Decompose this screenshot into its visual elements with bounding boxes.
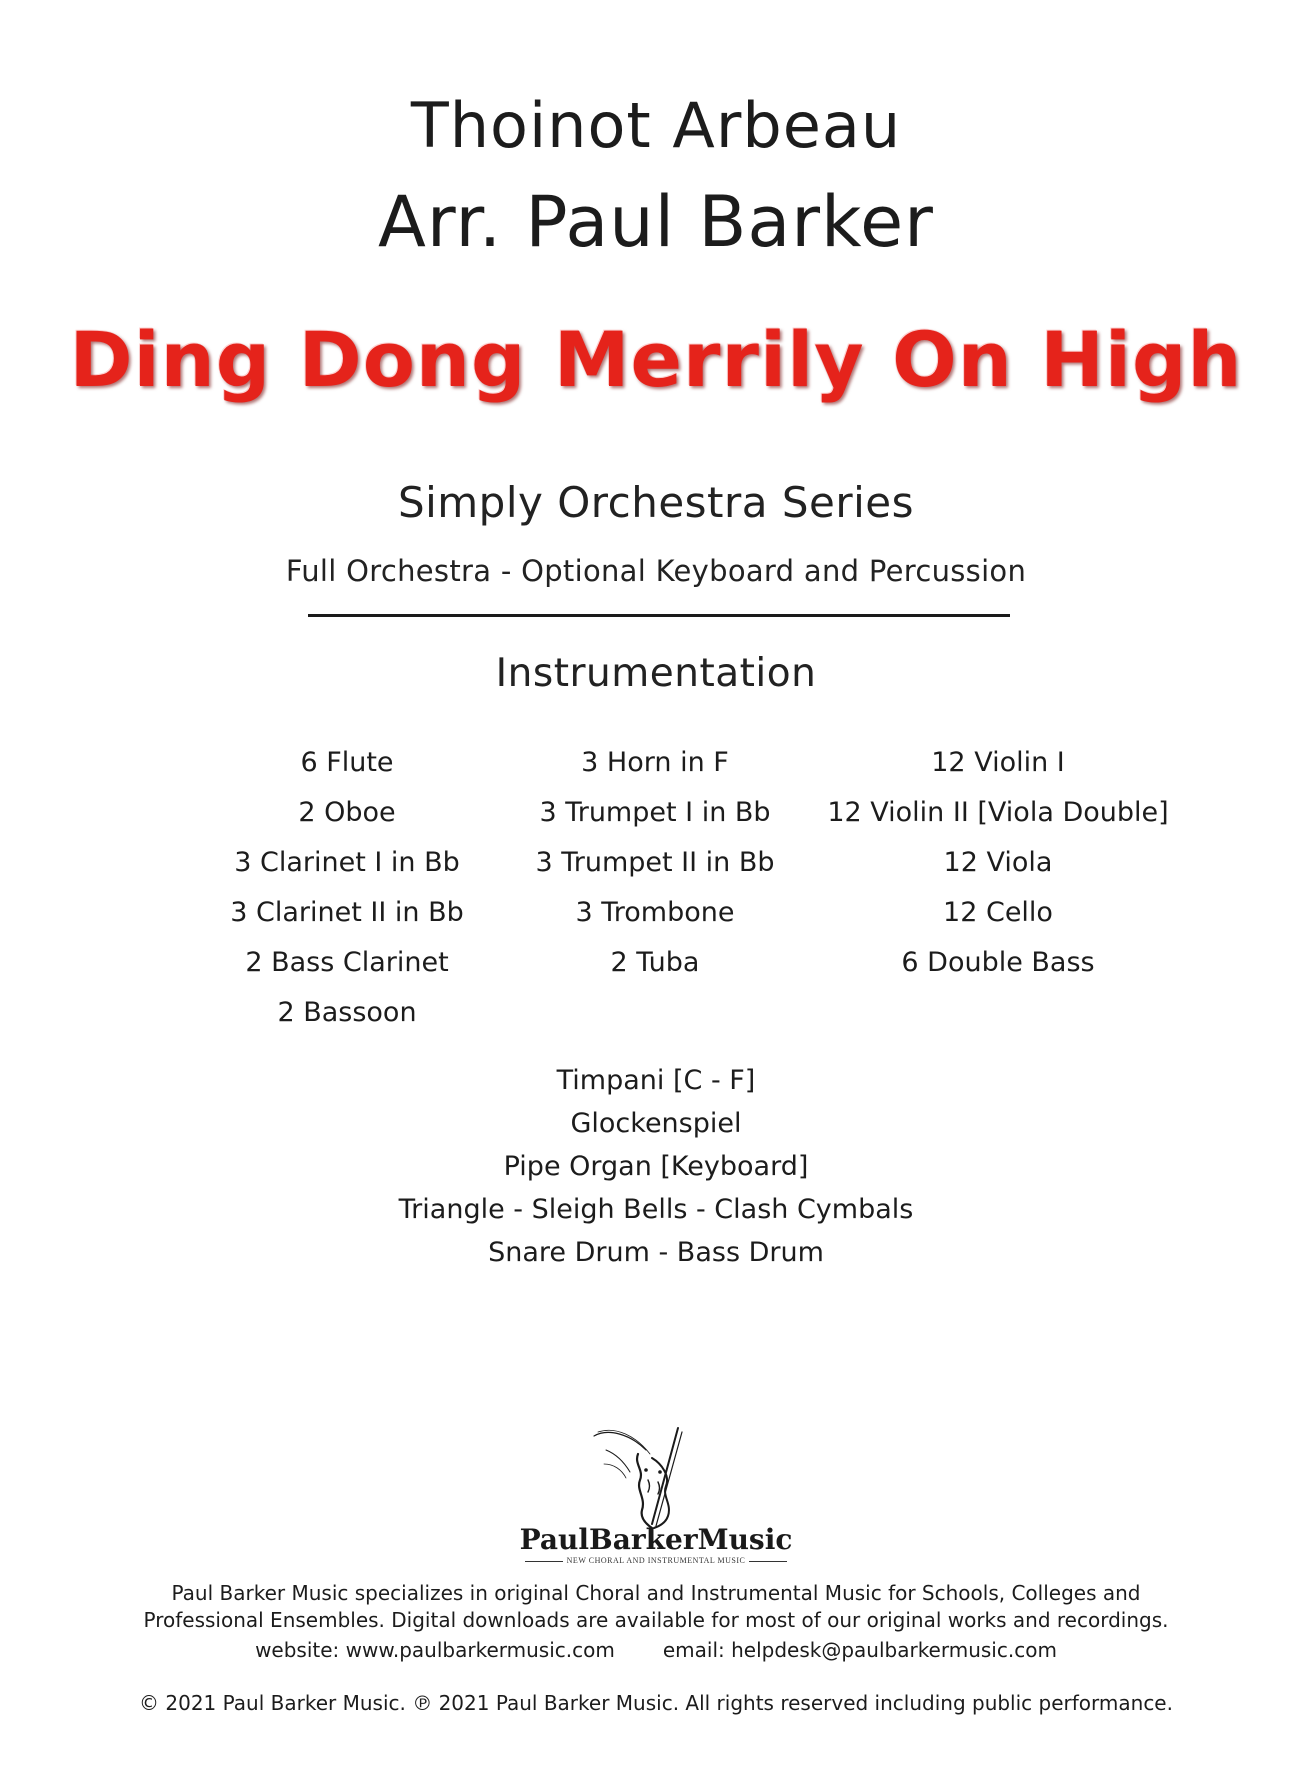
- instrument-item: 6 Flute: [300, 747, 394, 778]
- brand-tagline: [0, 1556, 1312, 1565]
- contact-line: [0, 1636, 1312, 1664]
- instrument-item: 2 Tuba: [610, 947, 700, 978]
- percussion-item: Pipe Organ [Keyboard]: [503, 1151, 809, 1182]
- instrument-item: 12 Cello: [943, 897, 1053, 928]
- strings-column: [808, 738, 1188, 988]
- brand-name: PaulBarkerMusic: [519, 1523, 793, 1556]
- arranger-name: Arr. Paul Barker: [378, 181, 934, 263]
- instrument-item: 12 Violin I: [931, 747, 1065, 778]
- series-name: Simply Orchestra Series: [397, 478, 915, 527]
- composer-name: Thoinot Arbeau: [410, 89, 902, 162]
- instrument-item: 3 Clarinet II in Bb: [230, 897, 464, 928]
- instrument-item: 3 Clarinet I in Bb: [234, 847, 460, 878]
- instrument-item: 3 Trombone: [575, 897, 735, 928]
- instrument-item: 2 Bassoon: [277, 997, 417, 1028]
- instrumentation-heading: Instrumentation: [495, 651, 817, 696]
- percussion-item: Triangle - Sleigh Bells - Clash Cymbals: [398, 1194, 914, 1225]
- instrument-item: 2 Oboe: [298, 797, 396, 828]
- instrument-item: 3 Trumpet I in Bb: [539, 797, 771, 828]
- about-line-2: Professional Ensembles. Digital downloads are available for most of our original works and recordings.: [143, 1608, 1169, 1632]
- percussion-list: [0, 1059, 1312, 1274]
- tagline-dash-right: [749, 1561, 787, 1562]
- piece-title: Ding Dong Merrily On High: [69, 315, 1243, 404]
- instrument-item: 2 Bass Clarinet: [245, 947, 449, 978]
- copyright-notice: © 2021 Paul Barker Music. ℗ 2021 Paul Barker Music. All rights reserved including public performance.: [139, 1691, 1173, 1715]
- instrument-item: 3 Horn in F: [581, 747, 729, 778]
- email-text: email: helpdesk@paulbarkermusic.com: [662, 1638, 1057, 1662]
- ensemble-subtitle: Full Orchestra - Optional Keyboard and Percussion: [285, 554, 1027, 588]
- violin-logo-icon: [586, 1424, 716, 1534]
- about-text: [0, 1580, 1312, 1634]
- tagline-text: NEW CHORAL AND INSTRUMENTAL MUSIC: [566, 1556, 746, 1565]
- website-text: website: www.paulbarkermusic.com: [255, 1638, 615, 1662]
- percussion-item: Glockenspiel: [570, 1108, 742, 1139]
- tagline-dash-left: [525, 1561, 563, 1562]
- about-line-1: Paul Barker Music specializes in original Choral and Instrumental Music for Schools, Colleges and: [171, 1581, 1141, 1605]
- instrument-item: 12 Violin II [Viola Double]: [827, 797, 1169, 828]
- percussion-item: Timpani [C - F]: [556, 1065, 756, 1096]
- instrument-item: 3 Trumpet II in Bb: [535, 847, 775, 878]
- percussion-item: Snare Drum - Bass Drum: [488, 1237, 824, 1268]
- instrument-item: 6 Double Bass: [901, 947, 1095, 978]
- brass-column: [465, 738, 845, 988]
- instrument-item: 12 Viola: [943, 847, 1053, 878]
- divider-rule: [308, 614, 1010, 617]
